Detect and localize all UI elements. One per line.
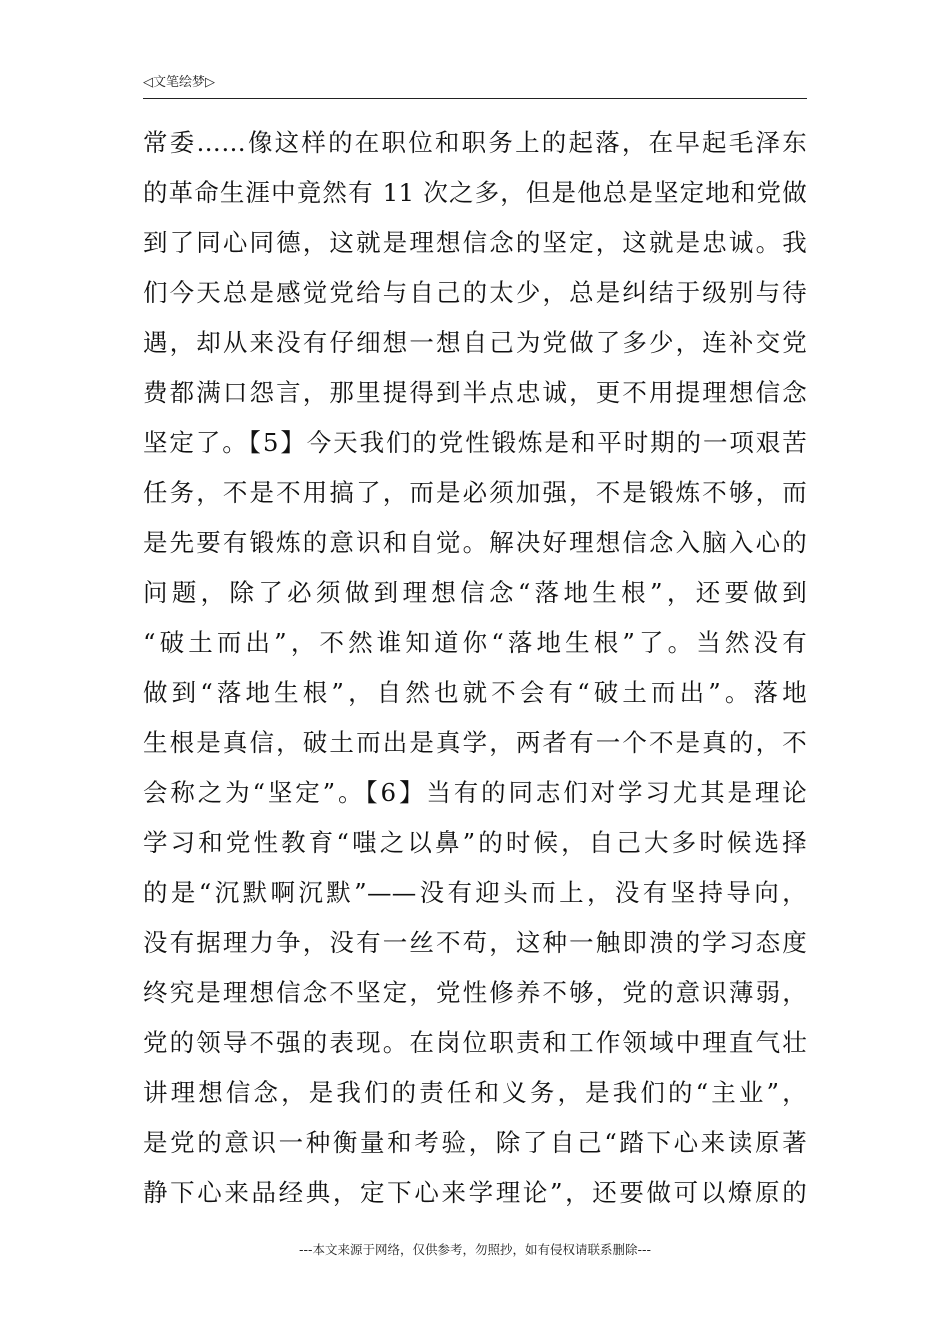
text-line: 遇，却从来没有仔细想一想自己为党做了多少，连补交党 — [143, 328, 807, 357]
text-line: 的是“沉默啊沉默”——没有迎头而上，没有坚持导向， — [143, 878, 807, 907]
page-header — [143, 74, 807, 99]
text-line: 学习和党性教育“嗤之以鼻”的时候，自己大多时候选择 — [143, 828, 807, 857]
text-line: 到了同心同德，这就是理想信念的坚定，这就是忠诚。我 — [143, 228, 807, 257]
body-text — [143, 118, 807, 1218]
text-line: 是党的意识一种衡量和考验，除了自己“踏下心来读原著 — [143, 1128, 807, 1157]
header-label: ◁文笔绘梦▷ — [143, 75, 215, 90]
text-line: 是先要有锻炼的意识和自觉。解决好理想信念入脑入心的 — [143, 528, 807, 557]
text-line: 终究是理想信念不坚定，党性修养不够，党的意识薄弱， — [143, 978, 807, 1007]
text-line: 费都满口怨言，那里提得到半点忠诚，更不用提理想信念 — [143, 378, 807, 407]
text-line: 会称之为“坚定”。【6】当有的同志们对学习尤其是理论 — [143, 778, 807, 807]
text-line: 做到“落地生根”，自然也就不会有“破土而出”。落地 — [143, 678, 807, 707]
text-line: 的革命生涯中竟然有 11 次之多，但是他总是坚定地和党做 — [143, 178, 807, 207]
footer-disclaimer: ---本文来源于网络，仅供参考，勿照抄，如有侵权请联系删除--- — [298, 1242, 652, 1257]
text-line: 党的领导不强的表现。在岗位职责和工作领域中理直气壮 — [143, 1028, 807, 1057]
text-line: 讲理想信念，是我们的责任和义务，是我们的“主业”， — [143, 1078, 807, 1107]
text-line: “破土而出”，不然谁知道你“落地生根”了。当然没有 — [143, 628, 807, 657]
text-line: 坚定了。【5】今天我们的党性锻炼是和平时期的一项艰苦 — [143, 428, 807, 457]
text-line: 静下心来品经典，定下心来学理论”，还要做可以燎原的 — [143, 1178, 807, 1207]
text-line: 没有据理力争，没有一丝不苟，这种一触即溃的学习态度 — [143, 928, 807, 957]
text-line: 问题，除了必须做到理想信念“落地生根”，还要做到 — [143, 578, 807, 607]
text-line: 们今天总是感觉党给与自己的太少，总是纠结于级别与待 — [143, 278, 807, 307]
text-line: 生根是真信，破土而出是真学，两者有一个不是真的，不 — [143, 728, 807, 757]
text-line: 任务，不是不用搞了，而是必须加强，不是锻炼不够，而 — [143, 478, 807, 507]
text-line: 常委……像这样的在职位和职务上的起落，在早起毛泽东 — [143, 128, 807, 157]
